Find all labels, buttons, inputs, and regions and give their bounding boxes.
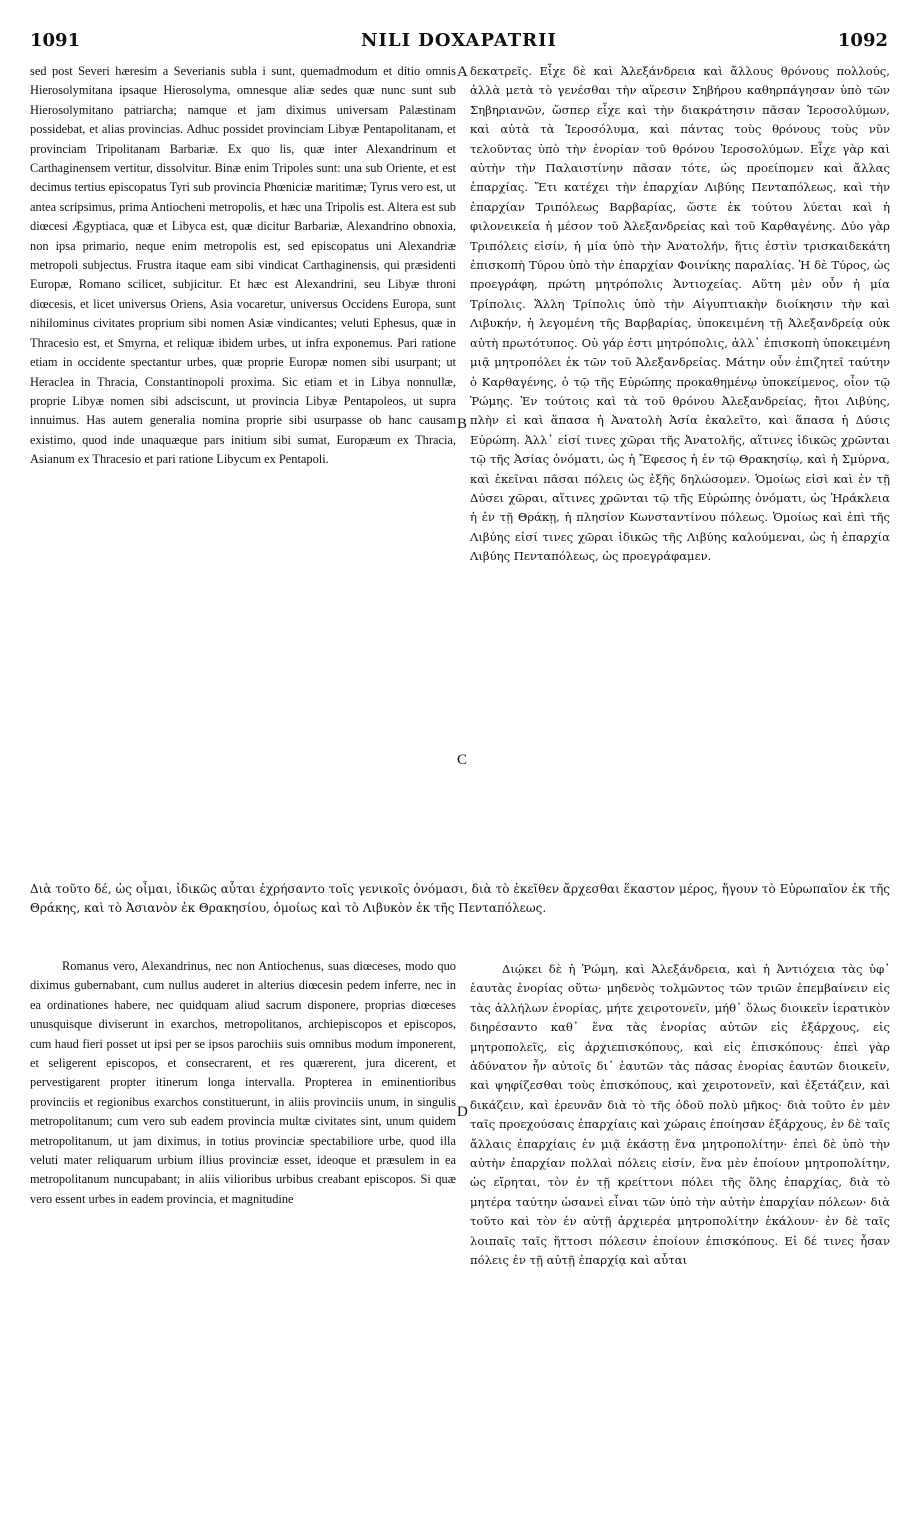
left-page-number: 1091: [30, 30, 81, 51]
margin-marker-b: B: [457, 416, 468, 432]
greek-text-top: δεκατρεῖς. Εἶχε δὲ καὶ Ἀλεξάνδρεια καὶ ἄλλους θρόνους πολλούς, ἀλλὰ μετὰ τὸ γενέσθαι τὴν αἵρεσιν Σηβήρου καθηρπάγησαν ὑπὸ τῶν Σηβηριανῶν, ὥσπερ εἶχε καὶ τὴν διακράτησιν πᾶσαν Ἱεροσολύμων, καὶ αὐτὰ τὰ Ἱεροσόλυμα, καὶ πάντας τοὺς θρόνους τοὺς νῦν τελοῦντας ὑπὸ τὴν ἐνορίαν τοῦ θρόνου Ἱεροσολύμων. Εἶχε γὰρ καὶ αὐτὴν τὴν Παλαιστίνην πᾶσαν τότε, ὡς προείπομεν καὶ ἄλλας ἐπαρχίας. Ἔτι κατέχει τὴν ἐπαρχίαν Λιβύης Πενταπόλεως, καὶ τὴν ἐπαρχίαν Τριπόλεως Βαρβαρίας, ὥστε ἐκ τούτου λύεται καὶ ἡ φιλονεικεία ἡ μέσον τοῦ Ἀλεξανδρείας καὶ τοῦ Καρθαγένης. Δύο γὰρ Τριπόλεις εἰσίν, ἡ μία ὑπὸ τὴν Ἀνατολήν, ἥτις ἐστὶν τρισκαιδεκάτη ἐπισκοπὴ Τύρου ὑπὸ τὴν ἐπαρχίαν Φοινίκης παραλίας. Ἡ δὲ Τύρος, ὡς προεγράφη, πρώτη μητρόπολις Ἀντιοχείας. Αὕτη μὲν οὖν ἡ μία Τρίπολις. Ἄλλη Τρίπολις ὑπὸ τὴν Αἰγυπτιακὴν διοίκησιν τὴν καὶ Λιβυκήν, ἡ λεγομένη τῆς Βαρβαρίας, ὑποκειμένη τῇ Ἀλεξανδρείᾳ οὐκ αὐτὴ πρωτότυπος. Οὐ γάρ ἐστι μητρόπολις, ἀλλ᾿ ἐπισκοπὴ ὑποκειμένη μιᾷ μητροπόλει ἐκ τῶν τοῦ Ἀλεξανδρείας. Μάτην οὖν ἐπιζητεῖ ταύτην ὁ Καρθαγένης, ὁ τῷ τῆς Εὐρώπης προκαθημένῳ ὑποκείμενος, οἷον τῷ Ῥώμης. Ἐν τούτοις καὶ τὰ τοῦ θρόνου Ἀλεξανδρείας, ἤτοι Λιβύης, πλὴν εἰ καὶ ἅπασα ἡ Ἀνατολὴ Ἀσία ἐκαλεῖτο, καὶ ἅπασα ἡ Δύσις Εὐρώπη. Ἀλλ᾿ εἰσί τινες χῶραι τῆς Ἀνατολῆς, αἵτινες ἰδικῶς χρῶνται τῷ τῆς Ἀσίας ὀνόματι, ὡς ἡ Ἔφεσος ἡ ἐν τῷ Θρακησίῳ, καὶ ἡ Σμύρνα, καὶ ἐκεῖναι πᾶσαι πόλεις ὡς ἑξῆς δηλώσομεν. Ὁμοίως εἰσὶ καὶ ἐν τῇ Δύσει χῶραι, αἵτινες χρῶνται τῷ τῆς Εὐρώπης ὀνόματι, ὡς Ἡράκλεια ἡ ἐν τῇ Θράκῃ, ἡ πλησίον Κωνσταντίνου πόλεως. Ὁμοίως καὶ ἐπὶ τῆς Λιβύης εἰσί τινες χῶραι ἰδικῶς τῆς Λιβύης καλούμεναι, ὡς ἡ ἐπαρχία Λιβύης Πενταπόλεως, ὡς προεγράφαμεν.: [470, 64, 890, 564]
latin-column-top: [30, 62, 456, 470]
right-page-number: 1092: [837, 30, 888, 51]
margin-marker-a: A: [457, 64, 468, 80]
latin-text-top: sed post Severi hæresim a Severianis subla i sunt, quemadmodum et ditio omnis Hierosolymitana ipsaque Hierosolyma, omnesque aliæ sedes quæ nunc sunt sub Hierosolymitano patriarcha; namque et jam diximus universam Palæstinam possidebat, et alias provincias. Adhuc possidet provinciam Libyæ Pentapolitanam, et provinciam Tripolitanam Barbariæ. Ex quo lis, quæ inter Alexandrinum et Carthaginensem vertitur, dissolvitur. Binæ enim Tripoles sunt: una sub Oriente, et est decimus tertius episcopatus Tyri sub provincia Phœniciæ maritimæ; Tyrus vero est, ut antea scripsimus, prima Antiocheni metropolis, et hæc una Tripolis est. Altera est sub diœcesi Ægyptiaca, quæ et Libyca est, quæ dicitur Barbariæ, Alexandrino obnoxia, non ipsa primario, neque enim metropolis est, sed episcopatus uni Alexandriæ metropoli subjectus. Frustra itaque eam sibi vindicat Carthaginensis, qui præsidenti Europæ, Romano scilicet, subjicitur. Et hæc est Alexandrini, seu Libyæ throni diœcesis, et licet universus Oriens, Asia vocaretur, universus Occidens Europa, sunt nihilominus civitates proprium sibi nomen Asiæ vindicantes; veluti Ephesus, quæ in Thracesio est, et Smyrna, et reliquæ ibidem urbes, ut infra exponemus. Pari ratione etiam in occidente spectantur urbes, quæ proprie Europæ nomen sibi usurpant; ut Heraclea in Thracia, Constantinopoli proxima. Sic etiam et in Libya nonnullæ, proprie Libyæ nomen sibi adsciscunt, ut provincia Libyæ Pentapoleos, ut supra innuimus. Has autem generalia nomina proprie sibi usurpasse ob hanc causam existimo, quod inde unaquæque pars initium sibi sumat, Europæum ex Thracia, Asianum ex Thracesio et pari ratione Libycum ex Pentapoli.: [30, 64, 456, 467]
latin-column-bottom: [30, 957, 456, 1209]
greek-column-bottom: [470, 960, 890, 1271]
greek-span-text: Διὰ τοῦτο δέ, ὡς οἶμαι, ἰδικῶς αὗται ἐχρήσαντο τοῖς γενικοῖς ὀνόμασι, διὰ τὸ ἐκεῖθεν ἄρχεσθαι ἕκαστον μέρος, ἤγουν τὸ Εὐρωπαῖον ἐκ τῆς Θράκης, καὶ τὸ Ἀσιανὸν ἐκ Θρακησίου, ὁμοίως καὶ τὸ Λιβυκὸν ἐκ τῆς Πενταπόλεως.: [30, 882, 890, 915]
margin-marker-d: D: [457, 1104, 468, 1120]
running-title: NILI DOXAPATRII: [361, 30, 557, 51]
greek-text-bottom: Διῴκει δὲ ἡ Ῥώμη, καὶ Ἀλεξάνδρεια, καὶ ἡ Ἀντιόχεια τὰς ὑφ᾿ ἑαυτὰς ἐνορίας οὕτω· μηδενὸς τολμῶντος τῶν τριῶν ἐπεμβαίνειν εἰς τὰς ἀλλήλων ἐνορίας, μήτε χειροτονεῖν, μήθ᾿ ὅλως διοικεῖν ἱερατικὸν διηρέσαντο καθ᾿ ἕνα τὰς ἐνορίας αὐτῶν εἰς ἐξάρχους, εἰς μητροπολεῖς, εἰς ἀρχιεπισκόπους, καὶ εἰς ἐπισκόπους· ἐπεὶ γὰρ ἀδύνατον ἦν αὐτοῖς δι᾿ ἑαυτῶν τὰς πάσας ἐνορίας ἑαυτῶν διοικεῖν, καὶ ψηφίζεσθαι τοὺς ἐπισκόπους, καὶ χειροτονεῖν, καὶ ἐξετάζειν, καὶ δικάζειν, καὶ ἐρευνᾶν διὰ τὸ τῆς ὁδοῦ πολὺ μῆκος· διὰ τοῦτο ἐν μὲν ταῖς προεχούσαις ἐπαρχίαις καὶ χώραις ἐποίησαν ἐξάρχους, ἐν δὲ ταῖς ἄλλαις ἐπαρχίαις ἐν μιᾷ ἑκάστῃ ἕνα μητροπολίτην· ἐπεὶ δὲ ὑπὸ τὴν αὐτὴν ἐπαρχίαν πολλαὶ πόλεις εἰσίν, ἕνα μὲν ἐποίουν μητροπολίτην, ὡς εἴρηται, τὸν ἐν τῇ κρείττονι πόλει τῆς ὅλης ἐπαρχίας, διὰ τὸ μητέρα ταύτην ὡσανεὶ εἶναι τῶν ὑπὸ τὴν αὐτὴν ἐπαρχίαν πόλεων· διὰ τοῦτο καὶ τὸν ἐν αὐτῇ ἀρχιερέα μητροπολίτην ἐκάλουν· ἐν δὲ ταῖς λοιπαῖς ταῖς ἥττοσι πόλεσιν ἐποίουν ἐπισκόπους. Εἰ δέ τινες ἦσαν πόλεις ἐν τῇ αὐτῇ ἐπαρχίᾳ καὶ αὗται: [470, 962, 890, 1268]
greek-column-top: [470, 62, 890, 567]
latin-text-bottom: Romanus vero, Alexandrinus, nec non Antiochenus, suas diœceses, modo quo diximus gubernabant, cum nullus auderet in alterius diœcesin pedem inferre, nec in ea ordinationes habere, nec quidquam aliud sacrum disponere, proprias diœceses unusquisque diviserunt in exarchos, metropolitanos, archiepiscopos et episcopos, cum haud fieri posset ut ipsi per se ipsos parochiis suis omnibus modum imponerent, et seligerent episcopos, et consecrarent, et res quærerent, jura dicerent, et pervestigarent propter itinerum longa intervalla. Propterea in eminentioribus provinciis et regionibus exarchos constituerunt, in aliis provinciis unum, in singulis metropolitanum; cum vero sub eadem provincia multæ civitates sint, unum quidem metropolitanum, ut jam diximus, in totius provinciæ spectabiliore urbe, quod illa veluti mater reliquarum urbium illius provinciæ esset, ideoque et præsulem in ea metropolitanum nuncupabant; in aliis vilioribus urbibus creabant episcopos. Si quæ vero essent urbes in eadem provincia, et magnitudine: [30, 959, 456, 1206]
greek-spanning-paragraph: [30, 880, 890, 918]
page-header: [30, 30, 888, 52]
margin-marker-c: C: [457, 752, 468, 768]
